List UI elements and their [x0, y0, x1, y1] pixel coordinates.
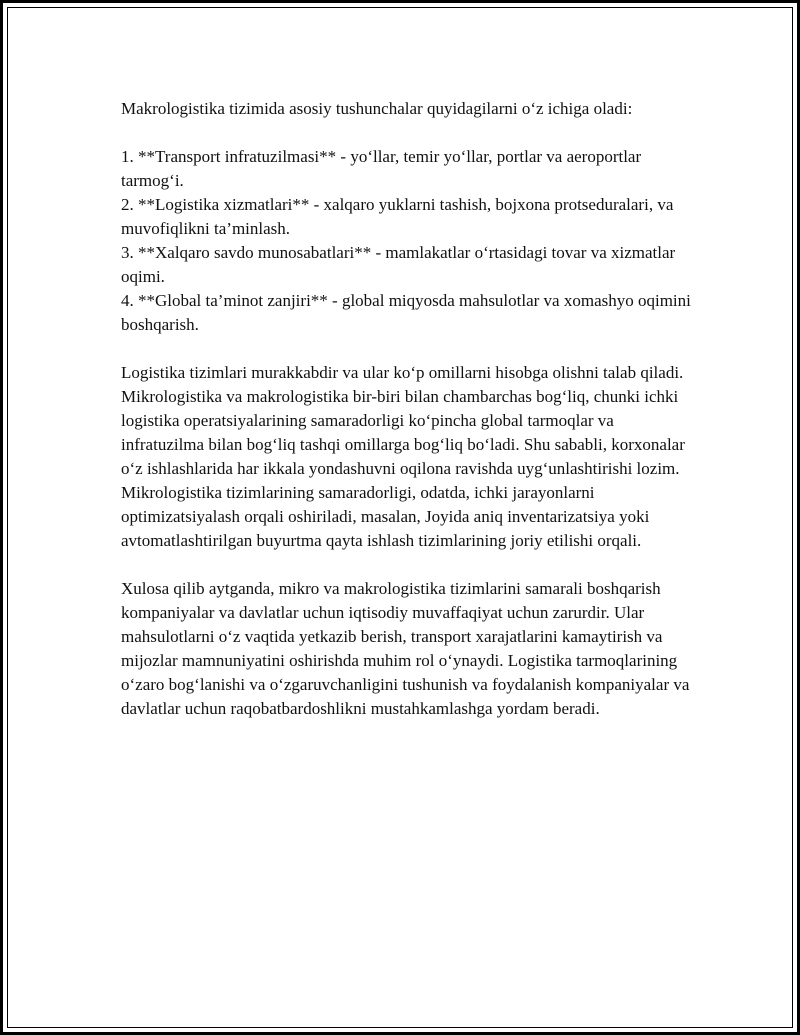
document-body: [121, 97, 701, 721]
body-paragraph-2: Xulosa qilib aytganda, mikro va makrologistika tizimlarini samarali boshqarish kompaniyalar va davlatlar uchun iqtisodiy muvaffaqiyat uchun zarurdir. Ular mahsulotlarni o‘z vaqtida yetkazib berish, transport xarajatlarini kamaytirish va mijozlar mamnuniyatini oshirishda muhim rol o‘ynaydi. Logistika tarmoqlarining o‘zaro bog‘lanishi va o‘zgaruvchanligini tushunish va foydalanish kompaniyalar va davlatlar uchun raqobatbardoshlikni mustahkamlashga yordam beradi.: [121, 579, 690, 718]
paragraph-gap: [121, 553, 701, 577]
intro-paragraph: Makrologistika tizimida asosiy tushunchalar quyidagilarni o‘z ichiga oladi:: [121, 99, 633, 118]
list-item-4: 4. **Global ta’minot zanjiri** - global miqyosda mahsulotlar va xomashyo oqimini boshqarish.: [121, 291, 691, 334]
list-item-2: 2. **Logistika xizmatlari** - xalqaro yuklarni tashish, bojxona protseduralari, va muvofiqlikni ta’minlash.: [121, 195, 674, 238]
list-item-1: 1. **Transport infratuzilmasi** - yo‘llar, temir yo‘llar, portlar va aeroportlar tarmog‘i.: [121, 147, 642, 190]
paragraph-gap: [121, 337, 701, 361]
body-paragraph-1: Logistika tizimlari murakkabdir va ular ko‘p omillarni hisobga olishni talab qiladi. Mikrologistika va makrologistika bir-biri bilan chambarchas bog‘liq, chunki ichki logistika operatsiyalarining samaradorligi ko‘pincha global tarmoqlar va infratuzilma bilan bog‘liq tashqi omillarga bog‘liq bo‘ladi. Shu sababli, korxonalar o‘z ishlashlarida har ikkala yondashuvni oqilona ravishda uyg‘unlashtirishi lozim. Mikrologistika tizimlarining samaradorligi, odatda, ichki jarayonlarni optimizatsiyalash orqali oshiriladi, masalan, Joyida aniq inventarizatsiya yoki avtomatlashtirilgan buyurtma qayta ishlash tizimlarining joriy etilishi orqali.: [121, 363, 685, 550]
paragraph-gap: [121, 121, 701, 145]
list-item-3: 3. **Xalqaro savdo munosabatlari** - mamlakatlar o‘rtasidagi tovar va xizmatlar oqimi.: [121, 243, 676, 286]
